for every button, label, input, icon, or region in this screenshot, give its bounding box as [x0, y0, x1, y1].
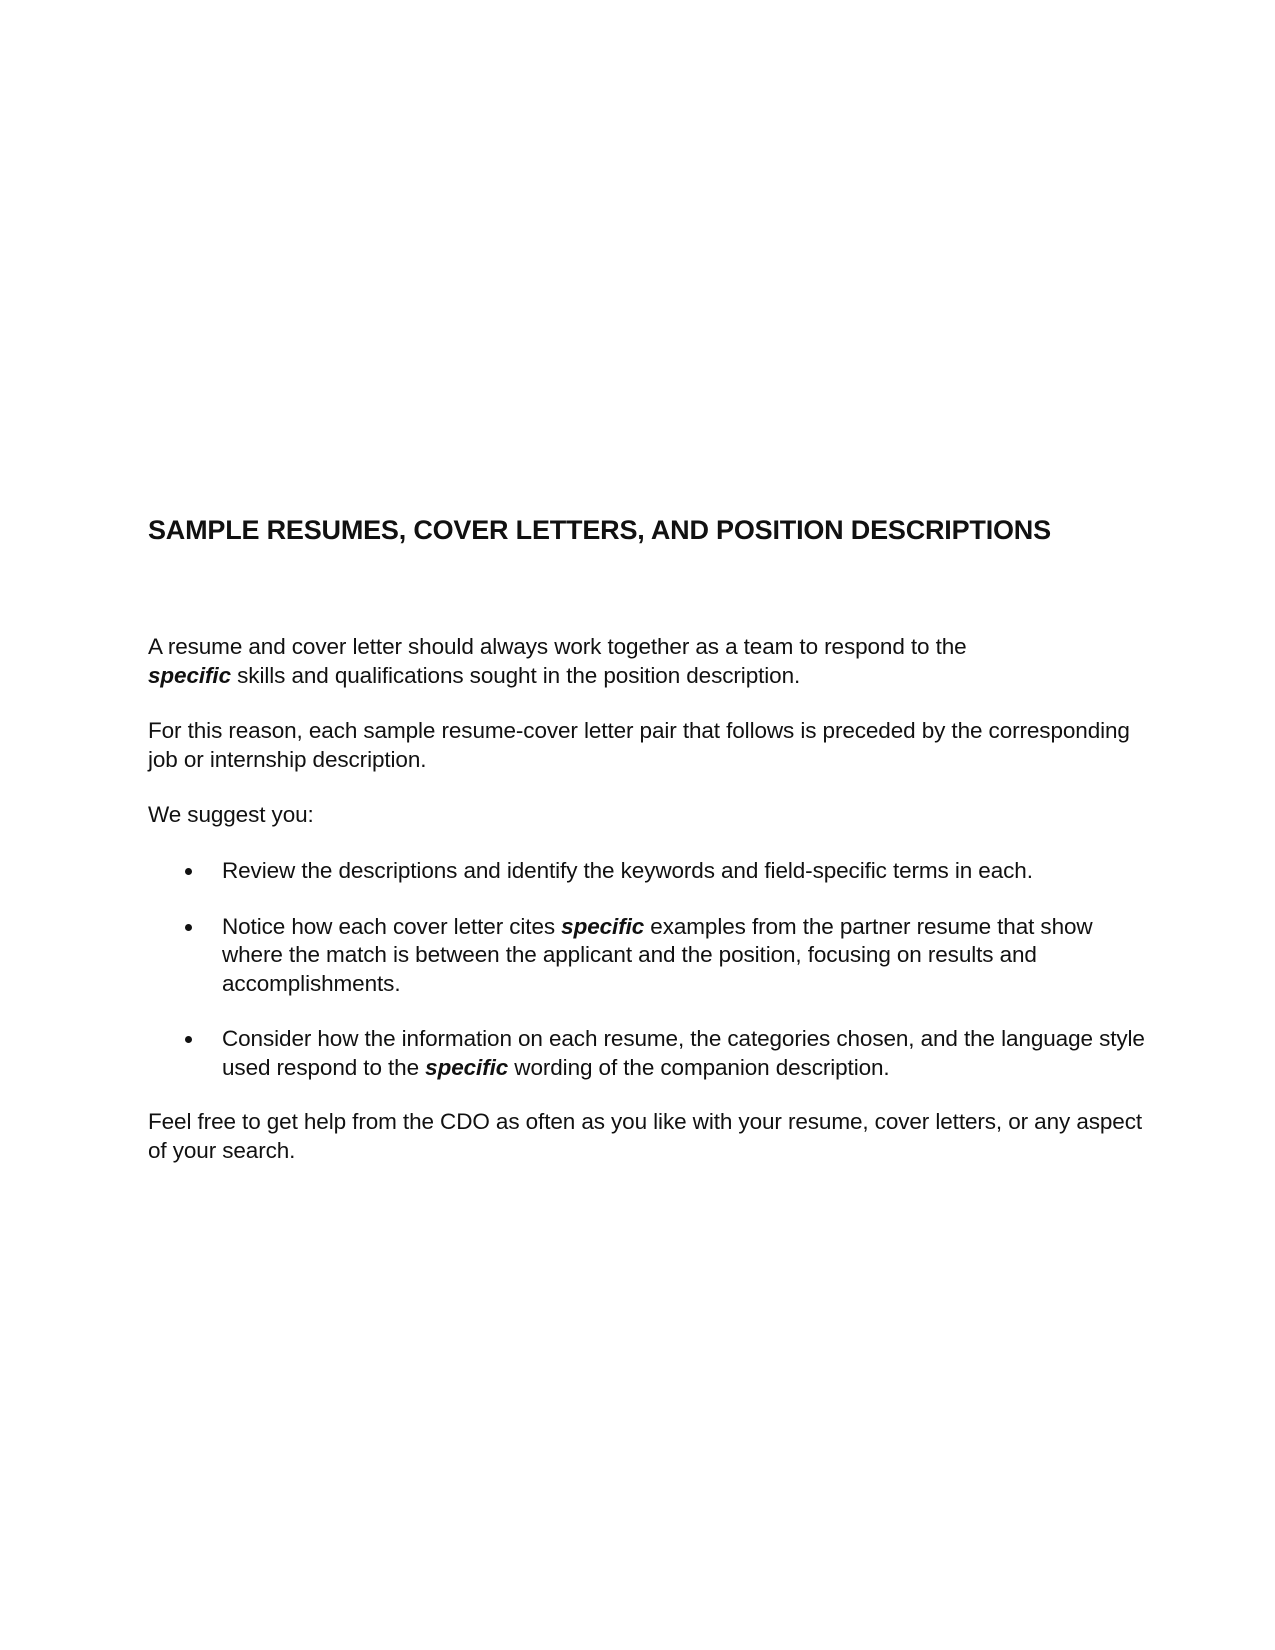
- bullet-text-before: Notice how each cover letter cites: [222, 913, 562, 939]
- bullet-text-before: Consider how the information on each resume, the categories chosen, and the language style used respond to the: [222, 1026, 1145, 1080]
- bullet-text: Review the descriptions and identify the keywords and field-specific terms in each.: [222, 858, 1033, 883]
- bullet-icon: [185, 1036, 192, 1043]
- suggestion-list: [148, 857, 1148, 1109]
- emphasis-specific: specific: [425, 1054, 509, 1080]
- suggest-paragraph: We suggest you:: [148, 802, 314, 827]
- list-item: [148, 913, 1148, 999]
- bullet-icon: [185, 924, 192, 931]
- bullet-text-after: wording of the companion description.: [508, 1054, 890, 1080]
- emphasis-specific: specific: [561, 913, 645, 939]
- list-item: [148, 857, 1148, 886]
- page-title: SAMPLE RESUMES, COVER LETTERS, AND POSITION DESCRIPTIONS: [148, 515, 1051, 545]
- intro-paragraph: [148, 633, 1148, 690]
- reason-paragraph: For this reason, each sample resume-cover letter pair that follows is preceded by the corresponding job or internship description.: [148, 718, 1130, 772]
- list-item: [148, 1025, 1148, 1082]
- intro-line-2: skills and qualifications sought in the position description.: [231, 662, 801, 688]
- bullet-text-after: examples from the partner resume that show where the match is between the applicant and the position, focusing on results and accomplishments.: [222, 913, 1093, 996]
- bullet-icon: [185, 868, 192, 875]
- closing-paragraph: Feel free to get help from the CDO as often as you like with your resume, cover letters, or any aspect of your search.: [148, 1109, 1143, 1163]
- intro-line-1: A resume and cover letter should always work together as a team to respond to the: [148, 634, 967, 659]
- emphasis-specific: specific: [148, 662, 231, 688]
